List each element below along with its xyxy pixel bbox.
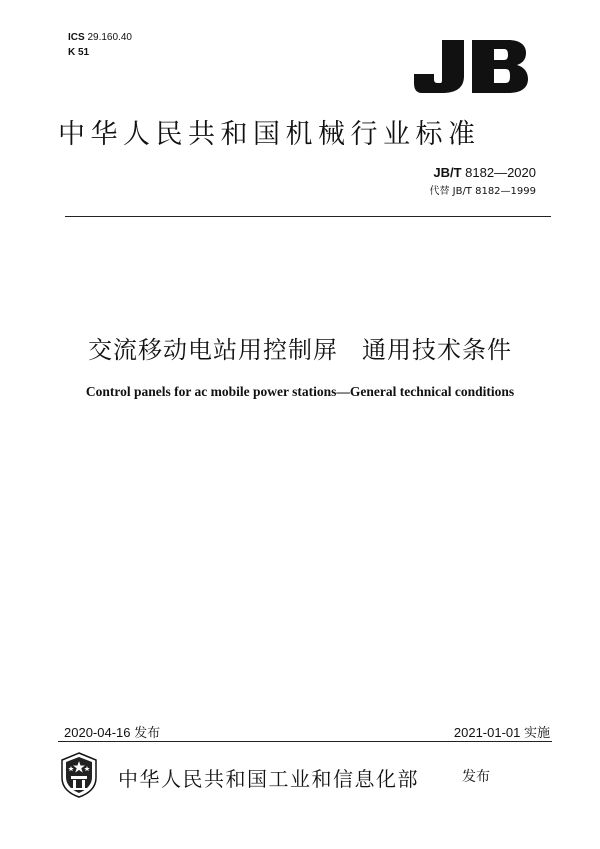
issuing-authority: 中华人民共和国工业和信息化部 (118, 767, 419, 791)
standard-category-title: 中华人民共和国机械行业标准 (58, 119, 481, 150)
classification-number: K 51 (68, 47, 90, 58)
replaces-standard: 代替 JB/T 8182—1999 (429, 186, 536, 197)
ics-number: 29.160.40 (87, 32, 132, 43)
title-part-1: 交流移动电站用控制屏 (88, 336, 338, 364)
issuing-suffix: 发布 (462, 769, 490, 785)
bottom-divider (58, 741, 552, 742)
publication-date: 2020-04-16 发布 (64, 725, 161, 740)
ministry-emblem-icon (60, 752, 98, 798)
classification-code (68, 46, 89, 59)
top-divider (65, 216, 551, 217)
standard-number-value: 8182—2020 (461, 165, 536, 180)
effective-date: 2021-01-01 实施 (453, 725, 550, 740)
jb-logo (412, 38, 530, 94)
document-title-english: Control panels for ac mobile power stations—General technical conditions (85, 384, 515, 399)
ics-code (68, 31, 132, 44)
document-title-chinese (0, 330, 600, 365)
ics-prefix: ICS (68, 32, 85, 43)
standard-number (433, 165, 536, 180)
standard-number-prefix: JB/T (433, 165, 462, 180)
title-part-2: 通用技术条件 (362, 336, 512, 364)
